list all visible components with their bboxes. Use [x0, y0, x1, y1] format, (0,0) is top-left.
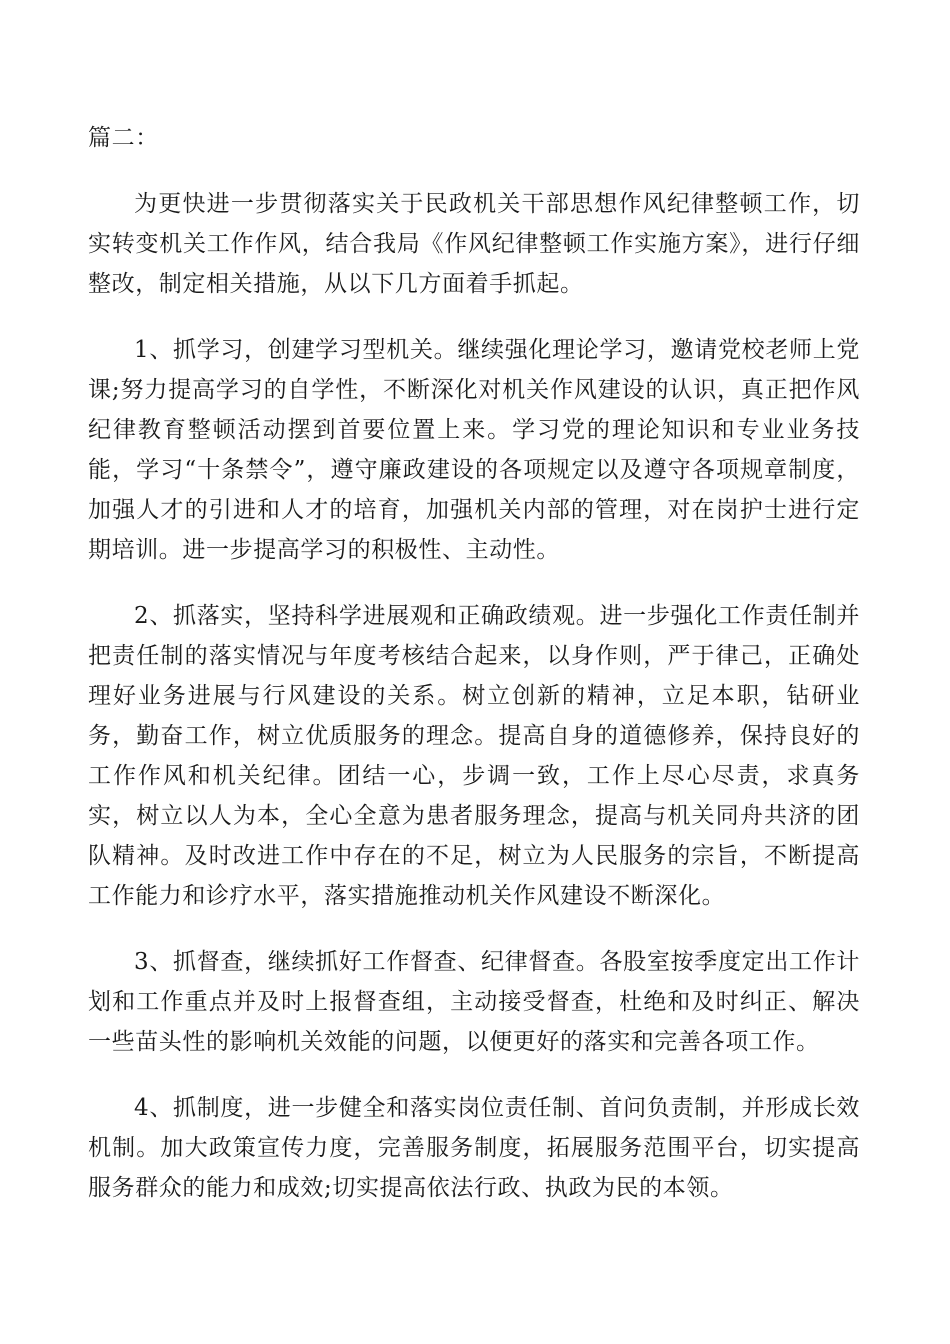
paragraph-supervision: 3、抓督查，继续抓好工作督查、纪律督查。各股室按季度定出工作计划和工作重点并及时上报督查组，主动接受督查，杜绝和及时纠正、解决一些苗头性的影响机关效能的问题，以便更好的落实和完善各项工作。	[88, 949, 860, 1055]
document-body	[88, 118, 860, 1234]
intro-paragraph: 为更快进一步贯彻落实关于民政机关干部思想作风纪律整顿工作，切实转变机关工作作风，结合我局《作风纪律整顿工作实施方案》，进行仔细整改，制定相关措施，从以下几方面着手抓起。	[88, 191, 860, 297]
section-heading: 篇二：	[88, 125, 159, 151]
paragraph-implementation: 2、抓落实，坚持科学进展观和正确政绩观。进一步强化工作责任制并把责任制的落实情况与年度考核结合起来，以身作则，严于律己，正确处理好业务进展与行风建设的关系。树立创新的精神，立足本职，钻研业务，勤奋工作，树立优质服务的理念。提高自身的道德修养，保持良好的工作作风和机关纪律。团结一心，步调一致，工作上尽心尽责，求真务实，树立以人为本，全心全意为患者服务理念，提高与机关同舟共济的团队精神。及时改进工作中存在的不足，树立为人民服务的宗旨，不断提高工作能力和诊疗水平，落实措施推动机关作风建设不断深化。	[88, 603, 860, 909]
paragraph-study: 1、抓学习，创建学习型机关。继续强化理论学习，邀请党校老师上党课;努力提高学习的自学性，不断深化对机关作风建设的认识，真正把作风纪律教育整顿活动摆到首要位置上来。学习党的理论知识和专业业务技能，学习“十条禁令”，遵守廉政建设的各项规定以及遵守各项规章制度，加强人才的引进和人才的培育，加强机关内部的管理，对在岗护士进行定期培训。进一步提高学习的积极性、主动性。	[88, 337, 860, 563]
paragraph-system: 4、抓制度，进一步健全和落实岗位责任制、首问负责制，并形成长效机制。加大政策宣传力度，完善服务制度，拓展服务范围平台，切实提高服务群众的能力和成效;切实提高依法行政、执政为民的本领。	[88, 1095, 860, 1201]
